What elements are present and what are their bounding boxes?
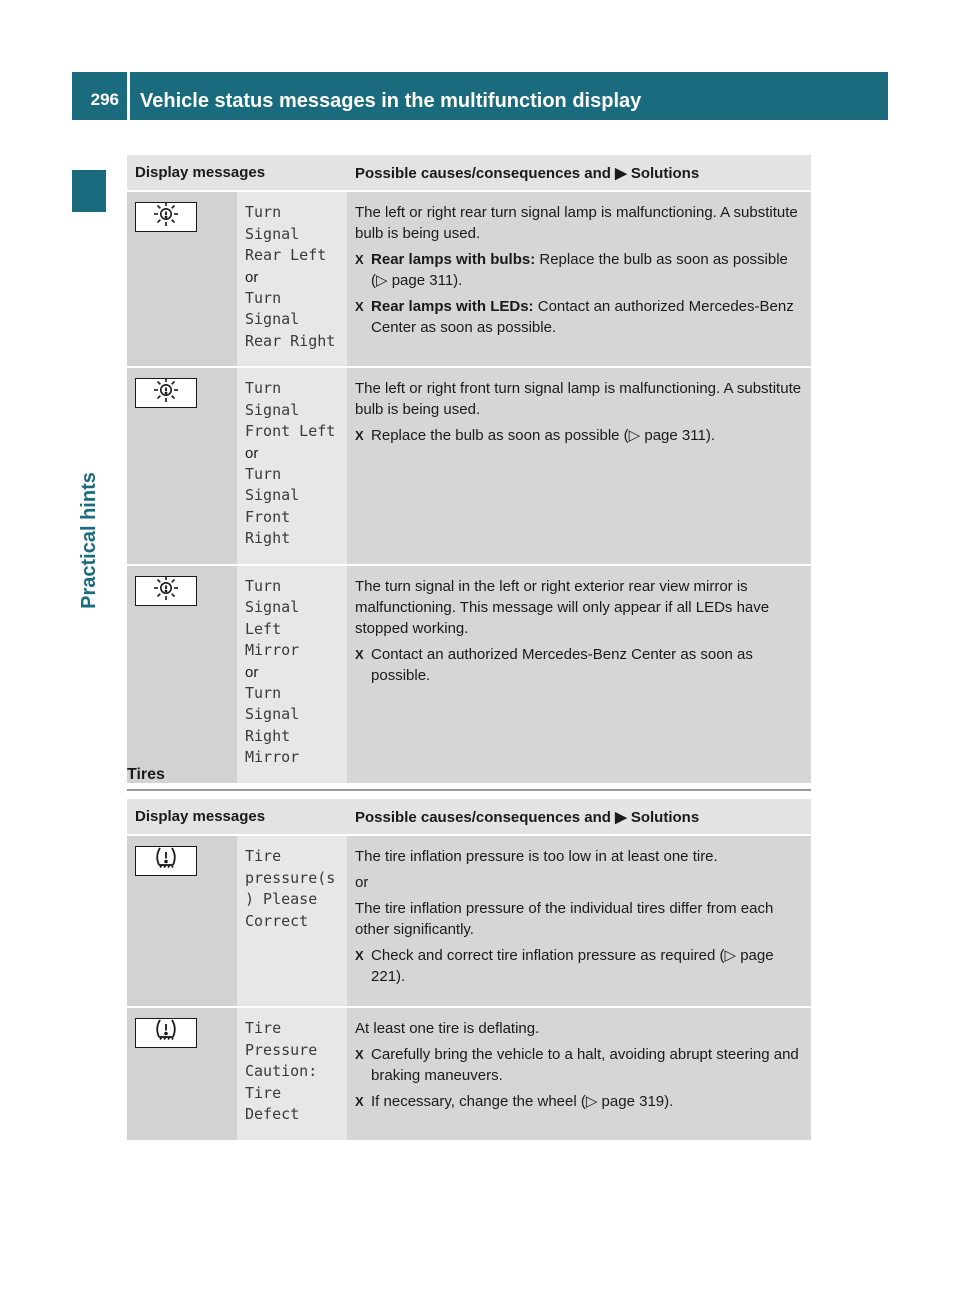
step-text: Carefully bring the vehicle to a halt, avoiding abrupt steering and braking maneuvers.	[371, 1046, 799, 1084]
display-message-line: Front	[245, 507, 291, 526]
display-message-line: Signal	[245, 598, 300, 616]
solution-step	[355, 1044, 807, 1086]
message-icon-frame	[135, 202, 197, 232]
step-heading: Rear lamps with bulbs:	[371, 251, 536, 268]
step-arrow-icon: X	[355, 948, 364, 963]
step-text: Replace the bulb as soon as possible (▷ page 311).	[371, 427, 715, 444]
display-message-line: Signal	[245, 310, 300, 328]
step-arrow-icon: X	[355, 1047, 364, 1062]
display-message-line: Turn	[245, 576, 282, 595]
cause-text: The tire inflation pressure of the individual tires differ from each other significantly.	[355, 900, 774, 938]
table-header-row	[127, 155, 811, 191]
column-header-display-messages: Display messages	[127, 799, 347, 835]
step-arrow-icon: X	[355, 428, 364, 443]
step-arrow-icon: X	[355, 252, 364, 267]
display-message-line: Signal	[245, 705, 300, 723]
step-arrow-icon: X	[355, 299, 364, 314]
solution-cell	[347, 191, 811, 367]
column-header-display-messages: Display messages	[127, 155, 347, 191]
column-header-solutions: Possible causes/consequences and ▶ Solutions	[347, 155, 811, 191]
solution-cell	[347, 565, 811, 784]
side-section-label: Practical hints	[77, 471, 100, 609]
step-text: Replace the bulb as soon as possible (▷ page 311).	[371, 251, 788, 289]
display-message-line: Right	[245, 726, 291, 745]
cause-text: At least one tire is deflating.	[355, 1020, 540, 1037]
step-arrow-icon: X	[355, 1094, 364, 1109]
display-message-line: Signal	[245, 486, 300, 504]
display-message-line: Rear Right	[245, 331, 336, 350]
message-icon-frame	[135, 846, 197, 876]
message-icon-cell	[127, 367, 237, 565]
solution-cell	[347, 835, 811, 1007]
or-separator: or	[245, 663, 259, 681]
display-message-line: Pressure	[245, 1040, 318, 1059]
display-message-line: Right	[245, 529, 291, 547]
display-message-line: Signal	[245, 224, 300, 243]
step-arrow-icon: X	[355, 646, 364, 662]
message-icon-cell	[127, 1007, 237, 1141]
cause-text: The turn signal in the left or right exterior rear view mirror is malfunctioning. This message will only appear if all LEDs have stopped working.	[355, 577, 770, 637]
display-message-line: Signal	[245, 400, 300, 419]
display-message-cell	[237, 191, 347, 367]
table-header-row	[127, 799, 811, 835]
or-separator: or	[245, 268, 259, 286]
table-row	[127, 1007, 811, 1141]
solution-step	[355, 945, 807, 987]
display-message-cell	[237, 367, 347, 565]
message-icon-frame	[135, 1018, 197, 1048]
display-message-line: Mirror	[245, 748, 300, 766]
turn-signal-bulb-icon	[153, 201, 179, 233]
tire-messages-table	[127, 799, 811, 1142]
display-message-line: Turn	[245, 683, 282, 702]
cause-text: The left or right front turn signal lamp is malfunctioning. A substitute bulb is being used.	[355, 380, 802, 418]
display-message-line: Correct	[245, 911, 309, 930]
step-text: Contact an authorized Mercedes-Benz Center as soon as possible.	[371, 298, 794, 336]
step-heading: Rear lamps with LEDs:	[371, 298, 534, 315]
message-icon-cell	[127, 835, 237, 1007]
solution-step	[355, 425, 807, 446]
step-text: Contact an authorized Mercedes-Benz Center as soon as possible.	[371, 645, 753, 684]
solution-cell	[347, 1007, 811, 1141]
display-message-line: Defect	[245, 1105, 300, 1123]
tire-pressure-warning-icon	[153, 845, 179, 877]
solution-step	[355, 296, 807, 338]
message-icon-frame	[135, 378, 197, 408]
cause-text: The left or right rear turn signal lamp is malfunctioning. A substitute bulb is being used.	[355, 204, 798, 242]
table-row	[127, 367, 811, 565]
display-message-line: Tire	[245, 847, 282, 865]
cause-text: The tire inflation pressure is too low in at least one tire.	[355, 848, 718, 865]
turn-signal-bulb-icon	[153, 377, 179, 409]
display-message-line: Turn	[245, 203, 282, 221]
column-header-solutions: Possible causes/consequences and ▶ Solutions	[347, 799, 811, 835]
display-message-line: Caution:	[245, 1062, 318, 1080]
or-separator: or	[245, 444, 259, 462]
display-message-line: Turn	[245, 288, 282, 307]
display-message-line: Front Left	[245, 422, 336, 440]
display-message-line: Turn	[245, 464, 282, 483]
solution-step	[355, 249, 807, 291]
table-row	[127, 835, 811, 1007]
turn-signal-bulb-icon	[153, 575, 179, 607]
display-message-line: Tire	[245, 1019, 282, 1037]
solution-step	[355, 644, 807, 686]
display-message-line: Left	[245, 619, 282, 638]
display-message-cell	[237, 565, 347, 784]
display-message-line: Rear Left	[245, 246, 327, 264]
page-number: 296	[72, 72, 127, 120]
message-icon-cell	[127, 191, 237, 367]
display-message-line: Turn	[245, 379, 282, 397]
turn-signal-messages-table	[127, 155, 811, 785]
section-title-tires: Tires	[127, 766, 811, 791]
tire-pressure-warning-icon	[153, 1017, 179, 1049]
message-icon-frame	[135, 576, 197, 606]
solution-step	[355, 1091, 807, 1112]
display-message-cell	[237, 1007, 347, 1141]
display-message-cell	[237, 835, 347, 1007]
table-row	[127, 565, 811, 784]
display-message-line: pressure(s	[245, 868, 336, 887]
page-title: Vehicle status messages in the multifunction display	[130, 72, 888, 120]
side-tab-marker	[72, 170, 106, 212]
step-text: If necessary, change the wheel (▷ page 319).	[371, 1093, 674, 1110]
message-icon-cell	[127, 565, 237, 784]
display-message-line: Tire	[245, 1083, 282, 1102]
display-message-line: Mirror	[245, 641, 300, 659]
step-text: Check and correct tire inflation pressure as required (▷ page 221).	[371, 947, 774, 985]
display-message-line: ) Please	[245, 890, 318, 908]
table-row	[127, 191, 811, 367]
solution-cell	[347, 367, 811, 565]
cause-text: or	[355, 874, 369, 891]
